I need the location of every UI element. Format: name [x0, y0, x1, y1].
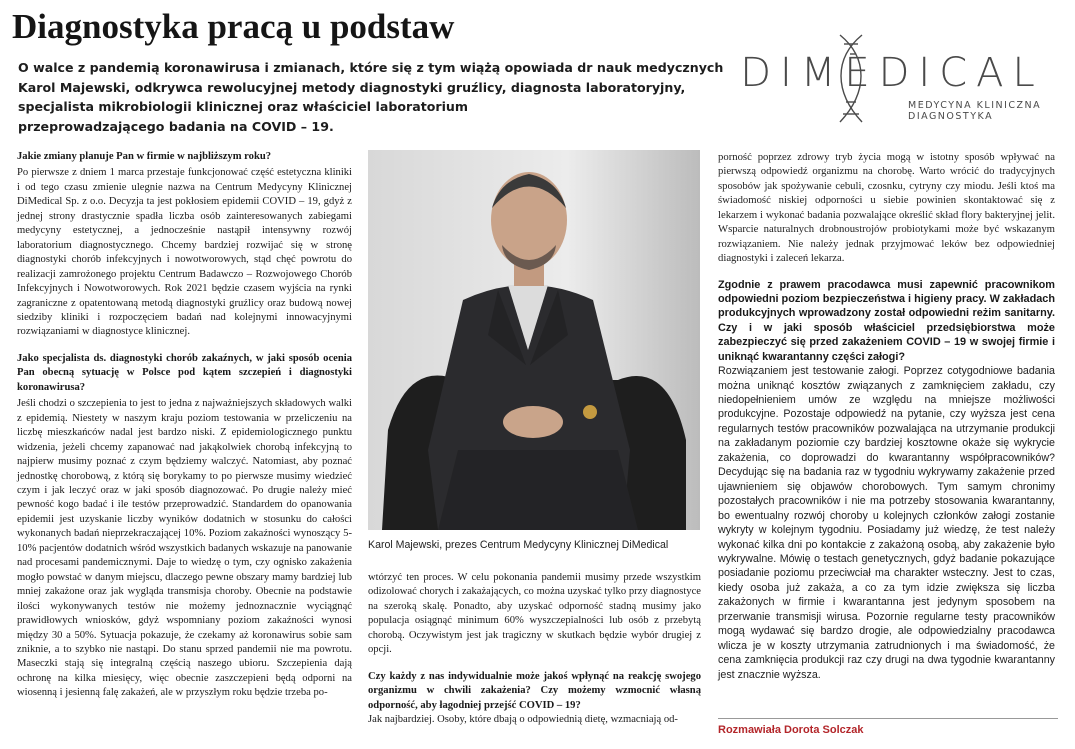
column-1	[17, 150, 352, 701]
interviewer-signature: Rozmawiała Dorota Solczak	[718, 724, 864, 736]
logo-wordmark: DIMEDICAL	[742, 50, 1042, 96]
column-2	[368, 571, 701, 728]
answer-2: Jeśli chodzi o szczepienia to jest to jedna z najważniejszych składowych walki z epidemią. Niestety w naszym kraju poziom testowania w przeliczeniu na liczbę mieszkańców nadal jest bardzo niski. Z epidemiologicznego punktu widzenia, jeżeli chcemy zapanować nad jakąkolwiek chorobą infekcyjną to najpierw musimy poznać z czym będziemy walczyć. Natomiast, aby poznać jednostkę chorobową, z którą się borykamy to po pierwsze musimy wiedzieć czym i jak leczyć oraz w jaki sposób diagnozować. Po drugie należy mieć pewność kogo badać i ile testów przeprowadzić. Standardem do opanowania epidemii jest uzyskanie liczby wyników dodatnich w stosunku do całości wykonanych badań nieprzekraczającej 10%. Poziom zakaźności wynoszący 5-10% pacjentów dodatnich wśród wszystkich badanych wskazuje na panowanie nad procesami pandemicznymi. Daje to wiedzę o tym, czy ognisko zakażenia mogło powstać w danym miejscu, dlaczego pewne obszary mamy bardziej lub mniej zakażone oraz jak wygląda transmisja choroby. Obecnie na podstawie ilości wykonywanych testów nie możemy jednoznacznie wyciągnąć prawidłowych wniosków, gdyż wspomniany poziom zakaźności wynosi między 30 a 50%. Sytuacja pokazuje, że czekamy aż koronawirus sobie sam zniknie, a to szybko nie nastąpi. Do stanu sprzed pandemii nie ma powrotu. Maseczki stają się integralną częścią naszego ubioru. Szczepienia dają ochronę na kilka miesięcy, więc obecnie zaszczepieni będą odporni na wiosenną i jesienną falę zakażeń, ale w przyszłym roku będzie trzeba po-	[17, 398, 352, 699]
signature-divider	[718, 718, 1058, 719]
portrait-photo	[368, 150, 700, 530]
photo-caption: Karol Majewski, prezes Centrum Medycyny Klinicznej DiMedical	[368, 539, 669, 551]
lead-line: specjalista mikrobiologii klinicznej oraz właściciel laboratorium	[18, 99, 468, 115]
question-1: Jakie zmiany planuje Pan w firmie w najbliższym roku?	[17, 151, 272, 162]
question-2: Jako specjalista ds. diagnostyki chorób zakaźnych, w jaki sposób ocenia Pan obecną sytuację w Polsce pod kątem szczepień i diagnostyki koronawirusa?	[17, 352, 352, 393]
lead-line: Karol Majewski, odkrywca rewolucyjnej metody diagnostyki gruźlicy, diagnosta laboratoryjny,	[18, 79, 686, 95]
answer-3-continued: porność poprzez zdrowy tryb życia mogą w istotny sposób wpływać na pierwszą odpowiedź organizmu na chorobę. Warto wrócić do tradycyjnych sposobów jak spożywanie cebuli, czosnku, cytryny czy miodu. Jeśli ktoś ma świadomość niskiej odporności u siebie powinien skontaktować się z lekarzem i wykonać badania pozwalające określić skład flory bakteryjnej jelit. Wsparcie naturalnych drobnoustrojów probiotykami może być wskazanym rozwiązaniem. Nie należy jednak przyjmować leków bez odpowiedniej diagnostyki i zaleceń lekarza.	[718, 151, 1055, 265]
lead-line: przeprowadzającego badania na COVID – 19.	[18, 118, 334, 134]
question-4: Zgodnie z prawem pracodawca musi zapewnić pracownikom odpowiedni poziom bezpieczeństwa i higieny pracy. W zakładach produkcyjnych wprowadzony został odpowiedni reżim sanitarny. Czy i w jaki sposób właściciel przedsiębiorstwa może zabezpieczyć się przed zakażeniem COVID – 19 w swojej firmie i uniknąć kwarantanny części załogi?	[718, 278, 1055, 363]
logo-tagline: MEDYCYNA KLINICZNA	[908, 100, 1042, 111]
answer-2-continued: wtórzyć ten proces. W celu pokonania pandemii musimy przede wszystkim odizolować chorych i zakażających, co można uzyskać tylko przy diagnostyce na szeroką skalę. Ponadto, aby uzyskać odporność stadną musimy jako populacja osiągnąć minimum 60% wyszczepialności lub osób z przebytą chorobą. Oczywistym jest jak tragiczny w skutkach będzie wybór drugiej z opcji.	[368, 572, 701, 656]
answer-4: Rozwiązaniem jest testowanie załogi. Poprzez cotygodniowe badania można uniknąć kosztów związanych z zamknięciem zakładu, czy niedopełnieniem umów ze względu na mniejsze możliwości produkcyjne. Pozostaje odpowiedź na pytanie, czy wyższa jest cena regularnych testów pracowników pozwalająca na utrzymanie produkcji na zakładanym poziomie czy bardziej kosztowne okaże się wykrycie zakażenia, co doprowadzi do kwarantanny współpracowników? Decydując się na badania raz w tygodniu wykrywamy zakażenie przed ujawnieniem się objawów chorobowych. Tym samym chronimy pozostałych pracowników i nie ma potrzeby stosowania kwarantanny, bo ewentualny rozwój choroby u kolejnych członków załogi zostanie wykryty w kolejnym tygodniu. Posiadamy już wiedzę, że test należy wykonać kilka dni po kontakcie z zakażoną osobą, aby zakażenie było wykrywalne. Mówię o testach genetycznych, gdyż badanie pokazujące posiadanie poziomu przeciwciał ma charakter wsteczny. Jest to czas, kiedy osoba już zakaża, a co za tym idzie zwiększa się liczba zakażonych w firmie i kwarantanna jest jedynym sposobem na przerwanie transmisji wirusa. Pozornie regularne testy pracowników mogą wydawać się bardzo drogie, ale odpowiedzialny pracodawca wlicza je w koszty utrzymania zatrudnionych i ma świadomość, że cena zamknięcia produkcji raz czy drugi na dwa tygodnie kwarantanny jest znacznie wyższa.	[718, 365, 1055, 681]
portrait-image	[368, 150, 700, 530]
answer-1: Po pierwsze z dniem 1 marca przestaje funkcjonować część estetyczna kliniki i od tego czasu zmienie ulegnie nazwa na Centrum Medycyny Klinicznej DiMedical Sp. z o.o. Decyzja ta jest pokłosiem epidemii COVID – 19, gdyż z jednej strony drastycznie spadła liczba osób zainteresowanych zabiegami medycyny estetycznej, a jednocześnie nastąpił intensywny rozwój laboratorium diagnostycznego. Chcemy bardziej rozwijać się w stronę diagnostyki chorób infekcyjnych i nowotworowych, stąd chęć powrotu do realizacji zamrożonego projektu Centrum Badawczo – Rozwojowego Chorób Infekcyjnych i Nowotworowych. Rok 2021 będzie czasem wyjścia na rynki zagraniczne z opatentowaną metodą diagnostyki gruźlicy oraz budową nowej siedziby kliniki i rozpoczęciem badań nad kolejnymi innowacyjnymi rozwiązaniami w diagnostyce klinicznej.	[17, 167, 352, 338]
logo-graphic	[742, 30, 1042, 130]
lead-line: O walce z pandemią koronawirusa i zmianach, które się z tym wiążą opowiada dr nauk medycznych	[18, 60, 724, 75]
column-3	[718, 150, 1055, 682]
answer-3-start: Jak najbardziej. Osoby, które dbają o odpowiednią dietę, wzmacniają od-	[368, 714, 678, 726]
logo-tagline: DIAGNOSTYKA	[908, 111, 994, 122]
article-title: Diagnostyka pracą u podstaw	[12, 7, 455, 46]
question-3: Czy każdy z nas indywidualnie może jakoś wpłynąć na reakcję swojego organizmu w chwili zakażenia? Czy możemy wzmocnić własną odporność, aby łagodniej przejść COVID – 19?	[368, 670, 701, 711]
dimedical-logo	[742, 30, 1042, 130]
article-lead	[18, 58, 724, 136]
